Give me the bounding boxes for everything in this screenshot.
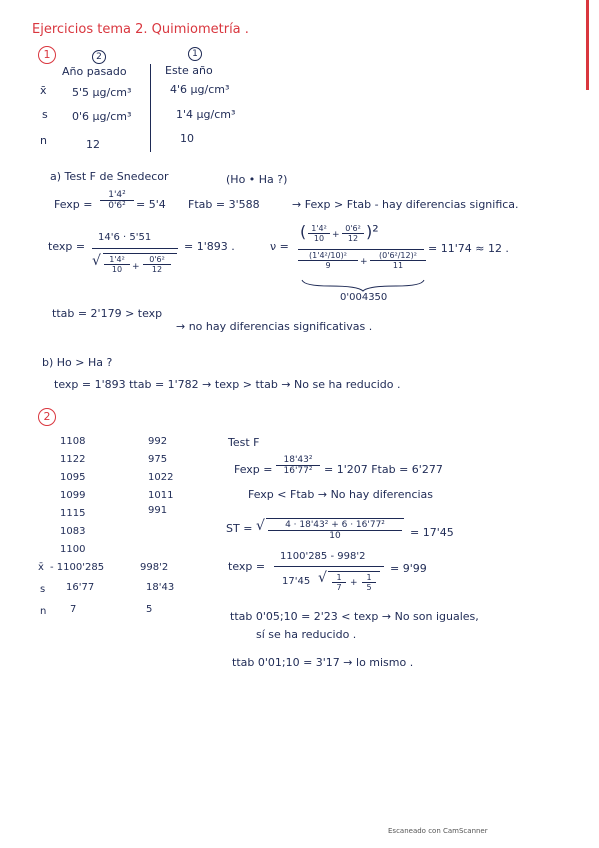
- ex2-ttab-005: ttab 0'05;10 = 2'23 < texp → No son iguales,: [230, 610, 479, 623]
- fexp-label: Fexp =: [54, 198, 93, 211]
- col-last-marker: 2: [92, 50, 106, 64]
- col-last-header: Año pasado: [62, 65, 127, 78]
- nu-plus-top: +: [332, 230, 340, 240]
- nu-denominator-value: 0'004350: [340, 292, 388, 303]
- f-conclusion: → Fexp > Ftab - hay diferencias significa.: [292, 198, 519, 211]
- ex2-col1-value: 1099: [60, 490, 86, 501]
- nu-fraction-bar: [298, 249, 424, 250]
- ex2-st-result: = 17'45: [410, 526, 454, 539]
- ex2-texp-term2: $\frac{1}{5}$: [362, 573, 376, 592]
- row-s-label: s: [42, 108, 48, 121]
- ex2-mean-1: - 1100'285: [50, 562, 105, 573]
- ftab-value: Ftab = 3'588: [188, 198, 260, 211]
- ex2-n-2: 5: [146, 604, 153, 615]
- ex2-col2-value: 992: [148, 436, 168, 447]
- ex2-texp-label: texp =: [228, 560, 266, 573]
- scanner-watermark: Escaneado con CamScanner: [388, 827, 488, 835]
- nu-brace: [300, 278, 426, 292]
- ex2-ttab-005-conclusion: sí se ha reducido .: [256, 628, 357, 641]
- nu-open-paren: (: [300, 222, 307, 241]
- ex2-st-sqrt-sign: √: [256, 518, 265, 534]
- ex2-fexp-label: Fexp =: [234, 463, 273, 476]
- table-divider: [150, 64, 151, 152]
- ex2-n-1: 7: [70, 604, 77, 615]
- texp-label: texp =: [48, 240, 86, 253]
- ex2-col1-value: 1122: [60, 454, 86, 465]
- texp-sqrt-bar: [103, 253, 177, 254]
- part-b-label: b) Ho > Ha ?: [42, 356, 113, 369]
- ex2-texp-sqrt-bar: [328, 571, 380, 572]
- row-s-this: 1'4 μg/cm³: [176, 108, 236, 121]
- ttab-line: ttab = 2'179 > texp: [52, 307, 163, 320]
- ex2-col1-value: 1083: [60, 526, 86, 537]
- row-s-last: 0'6 μg/cm³: [72, 110, 132, 123]
- ex2-col2-value: 1022: [148, 472, 174, 483]
- ex2-fexp-result: = 1'207 Ftab = 6'277: [324, 463, 443, 476]
- row-n-this: 10: [180, 132, 194, 145]
- fexp-fraction: $\frac{\text{1'4²}}{\text{0'6²}}$: [100, 190, 134, 211]
- ex2-f-conclusion: Fexp < Ftab → No hay diferencias: [248, 488, 434, 501]
- t-conclusion: → no hay diferencias significativas .: [176, 320, 373, 333]
- row-mean-last: 5'5 μg/cm³: [72, 86, 132, 99]
- ex2-ttab-001: ttab 0'01;10 = 3'17 → lo mismo .: [232, 656, 414, 669]
- ex2-col1-value: 1115: [60, 508, 86, 519]
- ex2-test-f-label: Test F: [228, 436, 260, 449]
- texp-term1: $\frac{\text{1'4²}}{10}$: [104, 255, 130, 274]
- texp-plus: +: [132, 262, 140, 272]
- ex2-col1-value: 1100: [60, 544, 86, 555]
- nu-result: = 11'74 ≈ 12 .: [428, 242, 509, 255]
- exercise-2-marker: 2: [38, 408, 56, 426]
- ex2-texp-fraction-bar: [274, 566, 384, 567]
- texp-numerator: 14'6 · 5'51: [98, 232, 152, 243]
- col-this-header: Este año: [165, 64, 213, 77]
- ex2-texp-numerator: 1100'285 - 998'2: [280, 551, 366, 562]
- nu-plus-bottom: +: [360, 257, 368, 267]
- ex2-st-fraction: $\frac{\text{4 · 18'43² + 6 · 16'77²}}{10}$: [268, 520, 402, 541]
- page-title: Ejercicios tema 2. Quimiometría .: [32, 22, 249, 37]
- ex2-col1-value: 1095: [60, 472, 86, 483]
- ex2-s-label: s: [40, 584, 46, 595]
- row-n-label: n: [40, 134, 47, 147]
- nu-term-a: $\frac{\text{1'4²}}{10}$: [308, 224, 330, 243]
- ex2-texp-term1: $\frac{1}{7}$: [332, 573, 346, 592]
- ex2-col1-value: 1108: [60, 436, 86, 447]
- part-a-label: a) Test F de Snedecor: [50, 170, 169, 183]
- ex2-texp-denominator: 17'45: [282, 576, 311, 587]
- nu-term-c: $\frac{\text{(1'4²/10)²}}{9}$: [298, 251, 358, 270]
- ex2-texp-plus: +: [350, 578, 358, 588]
- row-n-last: 12: [86, 138, 100, 151]
- ex2-mean-2: 998'2: [140, 562, 169, 573]
- ex2-col2-value: 975: [148, 454, 168, 465]
- part-a-hypothesis: (Ho • Ha ?): [226, 173, 288, 186]
- nu-close-paren: )²: [366, 222, 379, 241]
- exercise-1-marker: 1: [38, 46, 56, 64]
- ex2-texp-sqrt-sign: √: [318, 570, 327, 586]
- row-mean-this: 4'6 μg/cm³: [170, 83, 230, 96]
- texp-sqrt-sign: √: [92, 253, 101, 269]
- ex2-st-label: ST =: [226, 522, 253, 535]
- texp-fraction-bar: [92, 248, 178, 249]
- ex2-fexp-fraction: $\frac{\text{18'43²}}{\text{16'77²}}$: [276, 455, 320, 476]
- nu-label: ν =: [270, 240, 289, 253]
- ex2-col2-value: 1011: [148, 490, 174, 501]
- row-mean-label: x̄: [40, 84, 47, 97]
- texp-term2: $\frac{\text{0'6²}}{12}$: [143, 255, 171, 274]
- ex2-s-1: 16'77: [66, 582, 95, 593]
- ex2-s-2: 18'43: [146, 582, 175, 593]
- fexp-result: = 5'4: [136, 198, 166, 211]
- ex2-mean-label: x̄: [38, 562, 44, 573]
- part-b-line: texp = 1'893 ttab = 1'782 → texp > ttab → No se ha reducido .: [54, 378, 401, 391]
- red-margin-line: [586, 0, 589, 90]
- ex2-st-sqrt-bar: [266, 518, 404, 519]
- nu-term-b: $\frac{\text{0'6²}}{12}$: [342, 224, 364, 243]
- ex2-n-label: n: [40, 606, 47, 617]
- ex2-texp-result: = 9'99: [390, 562, 427, 575]
- nu-term-d: $\frac{\text{(0'6²/12)²}}{11}$: [370, 251, 426, 270]
- col-this-marker: 1: [188, 47, 202, 61]
- ex2-col2-value: 991: [148, 505, 168, 516]
- texp-result: = 1'893 .: [184, 240, 235, 253]
